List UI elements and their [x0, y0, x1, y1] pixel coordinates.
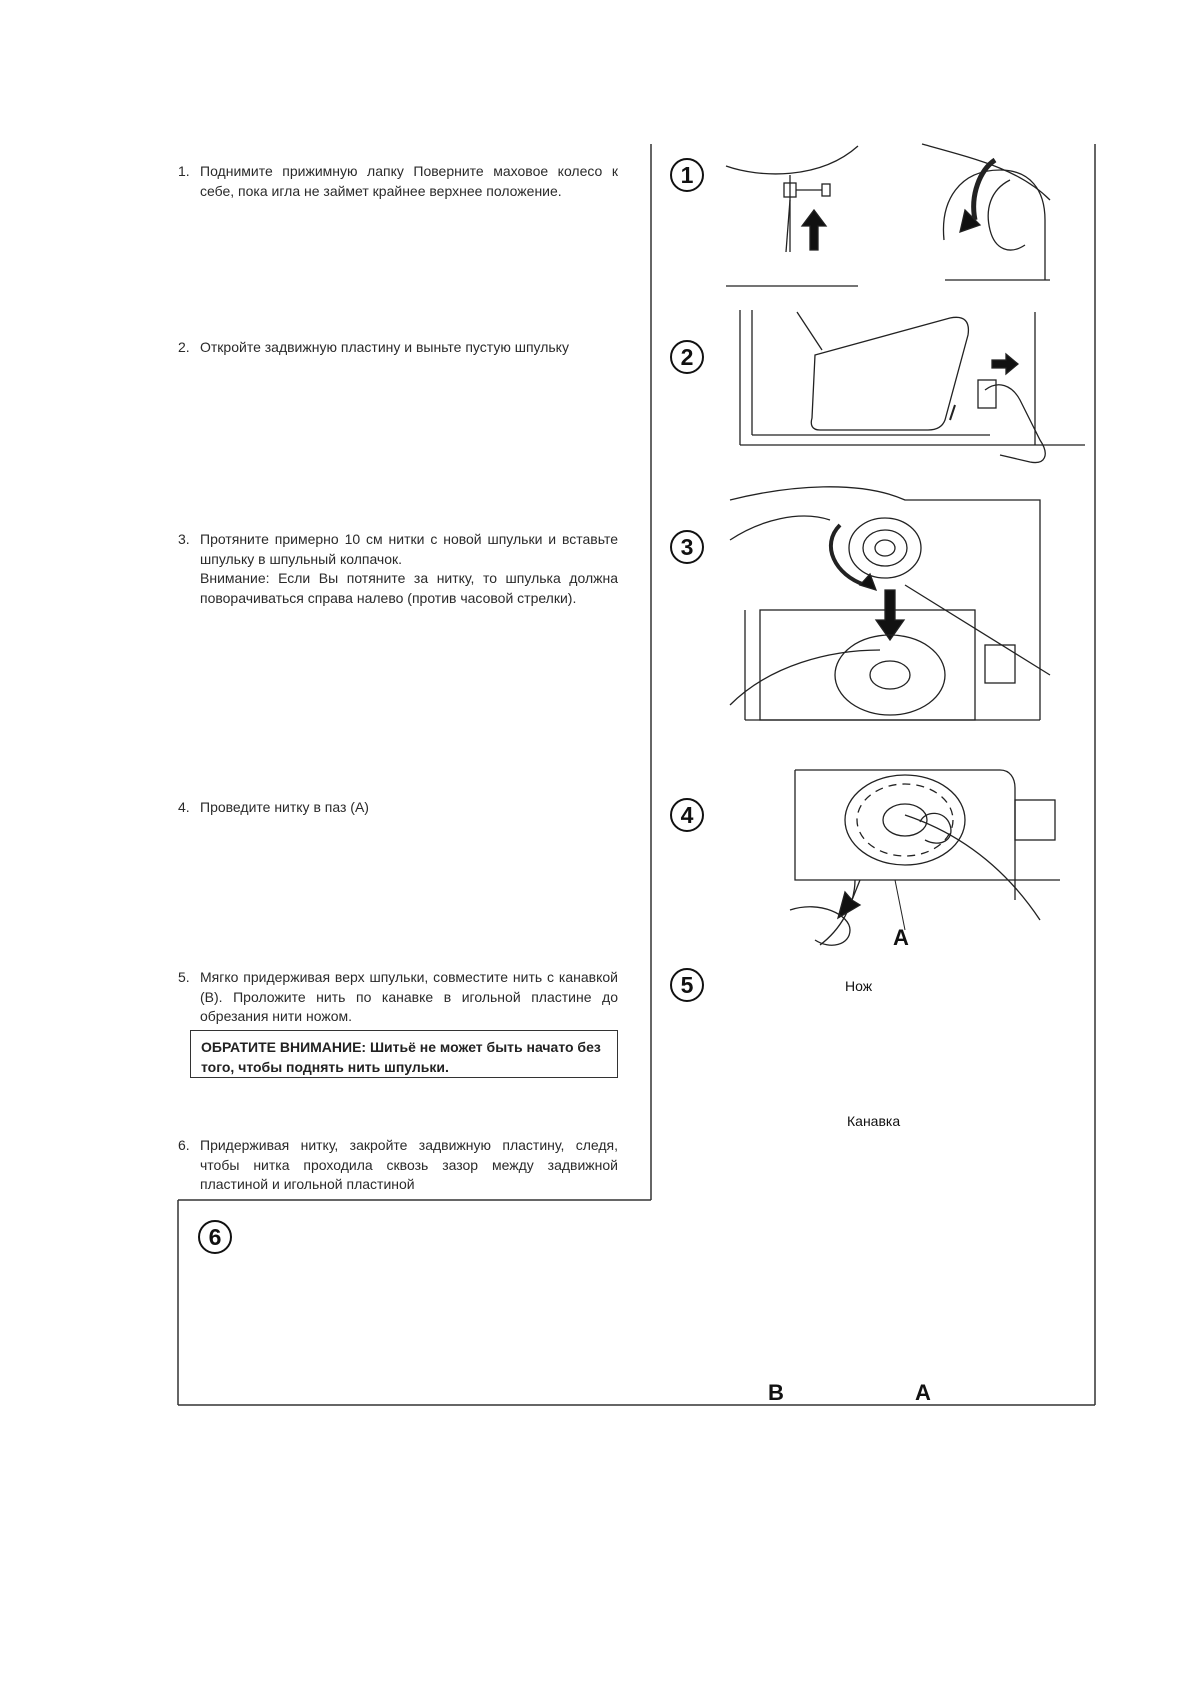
label-knife: Нож [845, 978, 873, 994]
step-text: Придерживая нитку, закройте задвижную пластину, следя, чтобы нитка проходила сквозь зазор между задвижной пластиной и игольной пластиной [200, 1137, 618, 1192]
step-number: 3. [178, 531, 190, 547]
step-badge-5: 5 [670, 968, 704, 1002]
step-warning: Внимание: Если Вы потяните за нитку, то шпулька должна поворачиваться справа налево (против часовой стрелки). [200, 570, 618, 606]
step-text: Протяните примерно 10 см нитки с новой шпульки и вставьте шпульку в шпульный колпачок. [200, 531, 618, 567]
step-badge-6: 6 [198, 1220, 232, 1254]
step-badge-3: 3 [670, 530, 704, 564]
notice-box: ОБРАТИТЕ ВНИМАНИЕ: Шитьё не может быть начато без того, чтобы поднять нить шпульки. [190, 1030, 618, 1078]
step-number: 5. [178, 969, 190, 985]
figure-2 [740, 310, 1085, 463]
label-a-fig4: A [893, 925, 909, 950]
step-badge-1: 1 [670, 158, 704, 192]
figure-1 [726, 144, 1050, 286]
label-a-fig5: A [915, 1380, 931, 1405]
step-number: 2. [178, 339, 190, 355]
figure-3 [730, 487, 1050, 720]
step-text: Откройте задвижную пластину и выньте пустую шпульку [200, 339, 569, 355]
label-b: B [768, 1380, 784, 1405]
label-groove: Канавка [847, 1113, 901, 1129]
figure-4 [790, 770, 1060, 945]
step-badge-4: 4 [670, 798, 704, 832]
step-number: 1. [178, 163, 190, 179]
step-number: 4. [178, 799, 190, 815]
step-text: Проведите нитку в паз (А) [200, 799, 369, 815]
step-badge-2: 2 [670, 340, 704, 374]
step-text: Мягко придерживая верх шпульки, совместите нить с канавкой (В). Проложите нить по канавке в игольной пластине до обрезания нити ножом. [200, 969, 618, 1024]
step-number: 6. [178, 1137, 190, 1153]
step-text: Поднимите прижимную лапку Поверните маховое колесо к себе, пока игла не займет крайнее верхнее положение. [200, 163, 618, 199]
